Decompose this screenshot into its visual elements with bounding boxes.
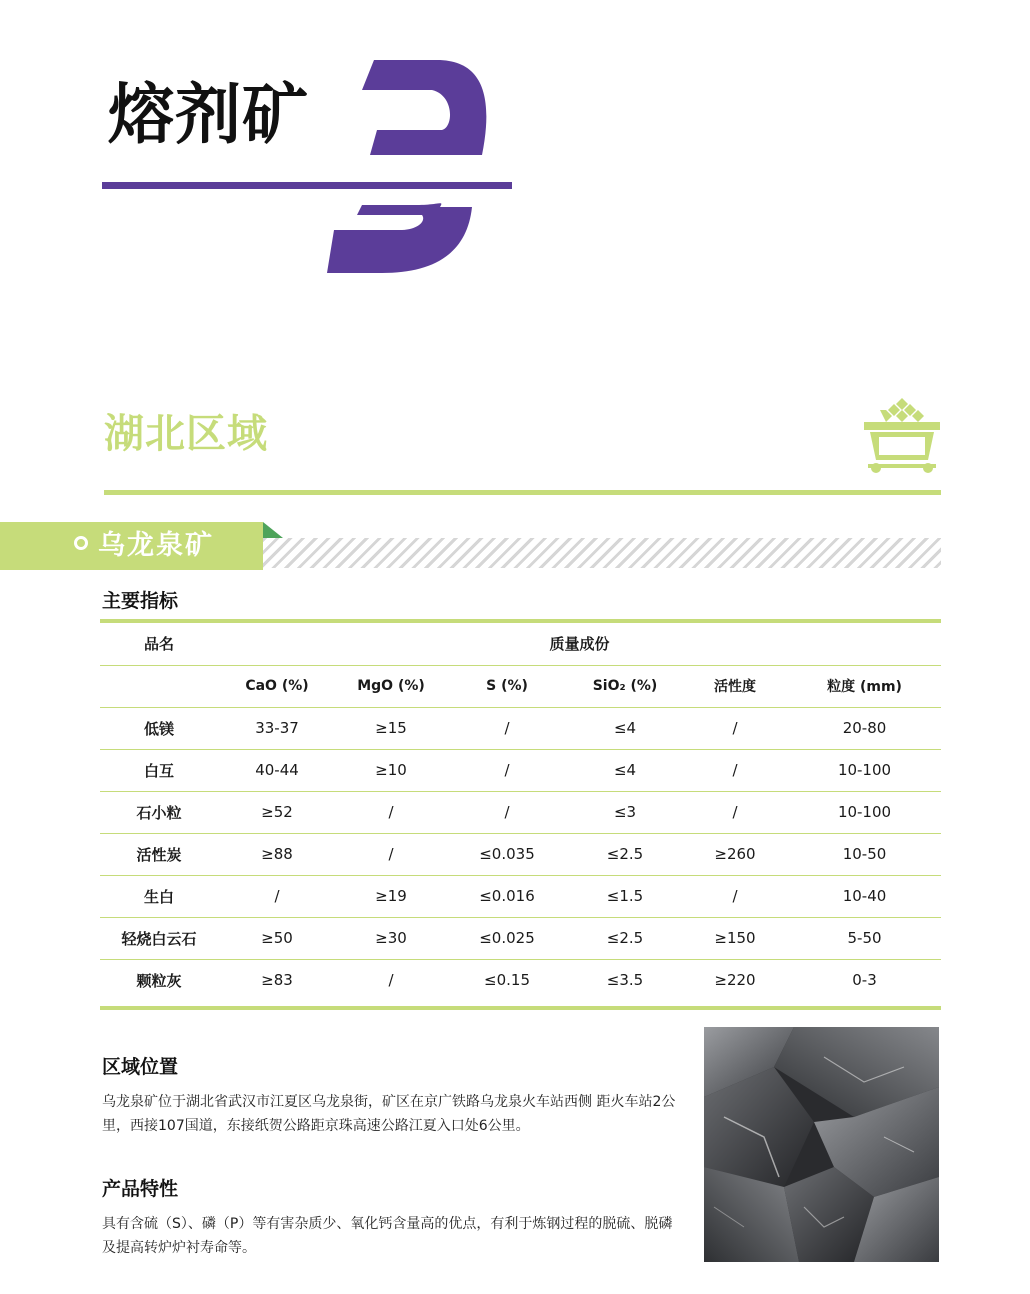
table-cell: 轻烧白云石	[100, 917, 218, 959]
subheader-cell: 活性度	[682, 665, 788, 707]
table-cell: /	[446, 749, 568, 791]
subheader-cell: S (%)	[446, 665, 568, 707]
table-cell: 活性炭	[100, 833, 218, 875]
table-cell: ≤2.5	[568, 917, 682, 959]
table-row	[100, 959, 941, 1001]
col-group-header: 质量成份	[218, 623, 941, 665]
banner-corner	[263, 522, 283, 538]
subheader-cell: MgO (%)	[336, 665, 446, 707]
table-cell: ≤4	[568, 749, 682, 791]
rock-photo	[704, 1027, 939, 1262]
table-bottom-rule	[100, 1006, 941, 1010]
table-cell: ≤3.5	[606, 971, 644, 990]
specs-table	[100, 623, 941, 1001]
table-row	[100, 749, 941, 791]
table-cell: ≤4	[568, 707, 682, 749]
table-row	[100, 917, 941, 959]
table-cell: /	[336, 791, 446, 833]
features-text: 具有含硫（S）、磷（P）等有害杂质少、氧化钙含量高的优点，有利于炼钢过程的脱硫、脱磷及提高转炉炉衬寿命等。	[102, 1216, 673, 1256]
table-cell: ≥30	[336, 917, 446, 959]
table-cell: 生白	[100, 875, 218, 917]
table-cell: 10-50	[788, 833, 941, 875]
table-cell: /	[682, 707, 788, 749]
table-header-row	[100, 623, 941, 665]
table-cell: ≥88	[218, 833, 336, 875]
table-cell: 10-100	[788, 749, 941, 791]
table-subheader-row	[100, 665, 941, 707]
table-cell: /	[218, 875, 336, 917]
table-cell: /	[682, 749, 788, 791]
specs-title: 主要指标	[102, 590, 179, 612]
table-cell: ≥19	[336, 875, 446, 917]
chapter-number-3	[322, 55, 492, 275]
region-title: 湖北区域	[104, 411, 268, 457]
hatch-stripe	[263, 538, 941, 568]
col-name-header: 品名	[100, 623, 218, 665]
location-title: 区域位置	[102, 1056, 179, 1078]
table-cell: ≤2.5	[568, 833, 682, 875]
table-cell: ≤0.016	[446, 875, 568, 917]
table-cell: 颗粒灰	[136, 971, 182, 990]
table-cell: /	[682, 875, 788, 917]
table-cell: ≤0.035	[446, 833, 568, 875]
table-cell: ≤1.5	[568, 875, 682, 917]
table-cell: ≥83	[261, 971, 293, 990]
table-cell: /	[446, 707, 568, 749]
table-cell: ≥260	[682, 833, 788, 875]
table-cell: ≤0.025	[446, 917, 568, 959]
table-cell: 33-37	[218, 707, 336, 749]
table-cell: ≤3	[568, 791, 682, 833]
table-row	[100, 833, 941, 875]
circle-bullet-icon	[74, 536, 88, 550]
table-cell: 0-3	[852, 971, 877, 990]
table-cell: ≥15	[336, 707, 446, 749]
table-cell: ≤0.15	[484, 971, 530, 990]
subheader-cell: 粒度 (mm)	[788, 665, 941, 707]
mine-name: 乌龙泉矿	[98, 530, 214, 561]
table-row	[100, 791, 941, 833]
table-cell: 5-50	[788, 917, 941, 959]
page-title: 熔剂矿	[108, 76, 309, 153]
subheader-cell: SiO₂ (%)	[568, 665, 682, 707]
table-row	[100, 707, 941, 749]
table-cell: 10-40	[788, 875, 941, 917]
table-cell: 10-100	[788, 791, 941, 833]
table-cell: ≥50	[218, 917, 336, 959]
table-cell: /	[682, 791, 788, 833]
location-text: 乌龙泉矿位于湖北省武汉市江夏区乌龙泉街，矿区在京广铁路乌龙泉火车站西侧 距火车站2公里，西接107国道，东接纸贺公路距京珠高速公路江夏入口处6公里。	[102, 1094, 676, 1134]
features-title: 产品特性	[102, 1178, 179, 1200]
table-cell: /	[388, 971, 394, 990]
table-cell: ≥150	[682, 917, 788, 959]
table-cell: 20-80	[788, 707, 941, 749]
table-cell: 石小粒	[100, 791, 218, 833]
table-cell: /	[336, 833, 446, 875]
table-cell: 40-44	[218, 749, 336, 791]
table-cell: ≥10	[336, 749, 446, 791]
subheader-cell: CaO (%)	[218, 665, 336, 707]
table-cell: 低镁	[100, 707, 218, 749]
mine-cart-icon	[862, 396, 942, 476]
subheader-cell	[100, 665, 218, 707]
region-divider	[104, 490, 941, 495]
table-row	[100, 875, 941, 917]
table-cell: 白互	[100, 749, 218, 791]
table-cell: ≥220	[714, 971, 756, 990]
table-cell: ≥52	[218, 791, 336, 833]
table-cell: /	[446, 791, 568, 833]
